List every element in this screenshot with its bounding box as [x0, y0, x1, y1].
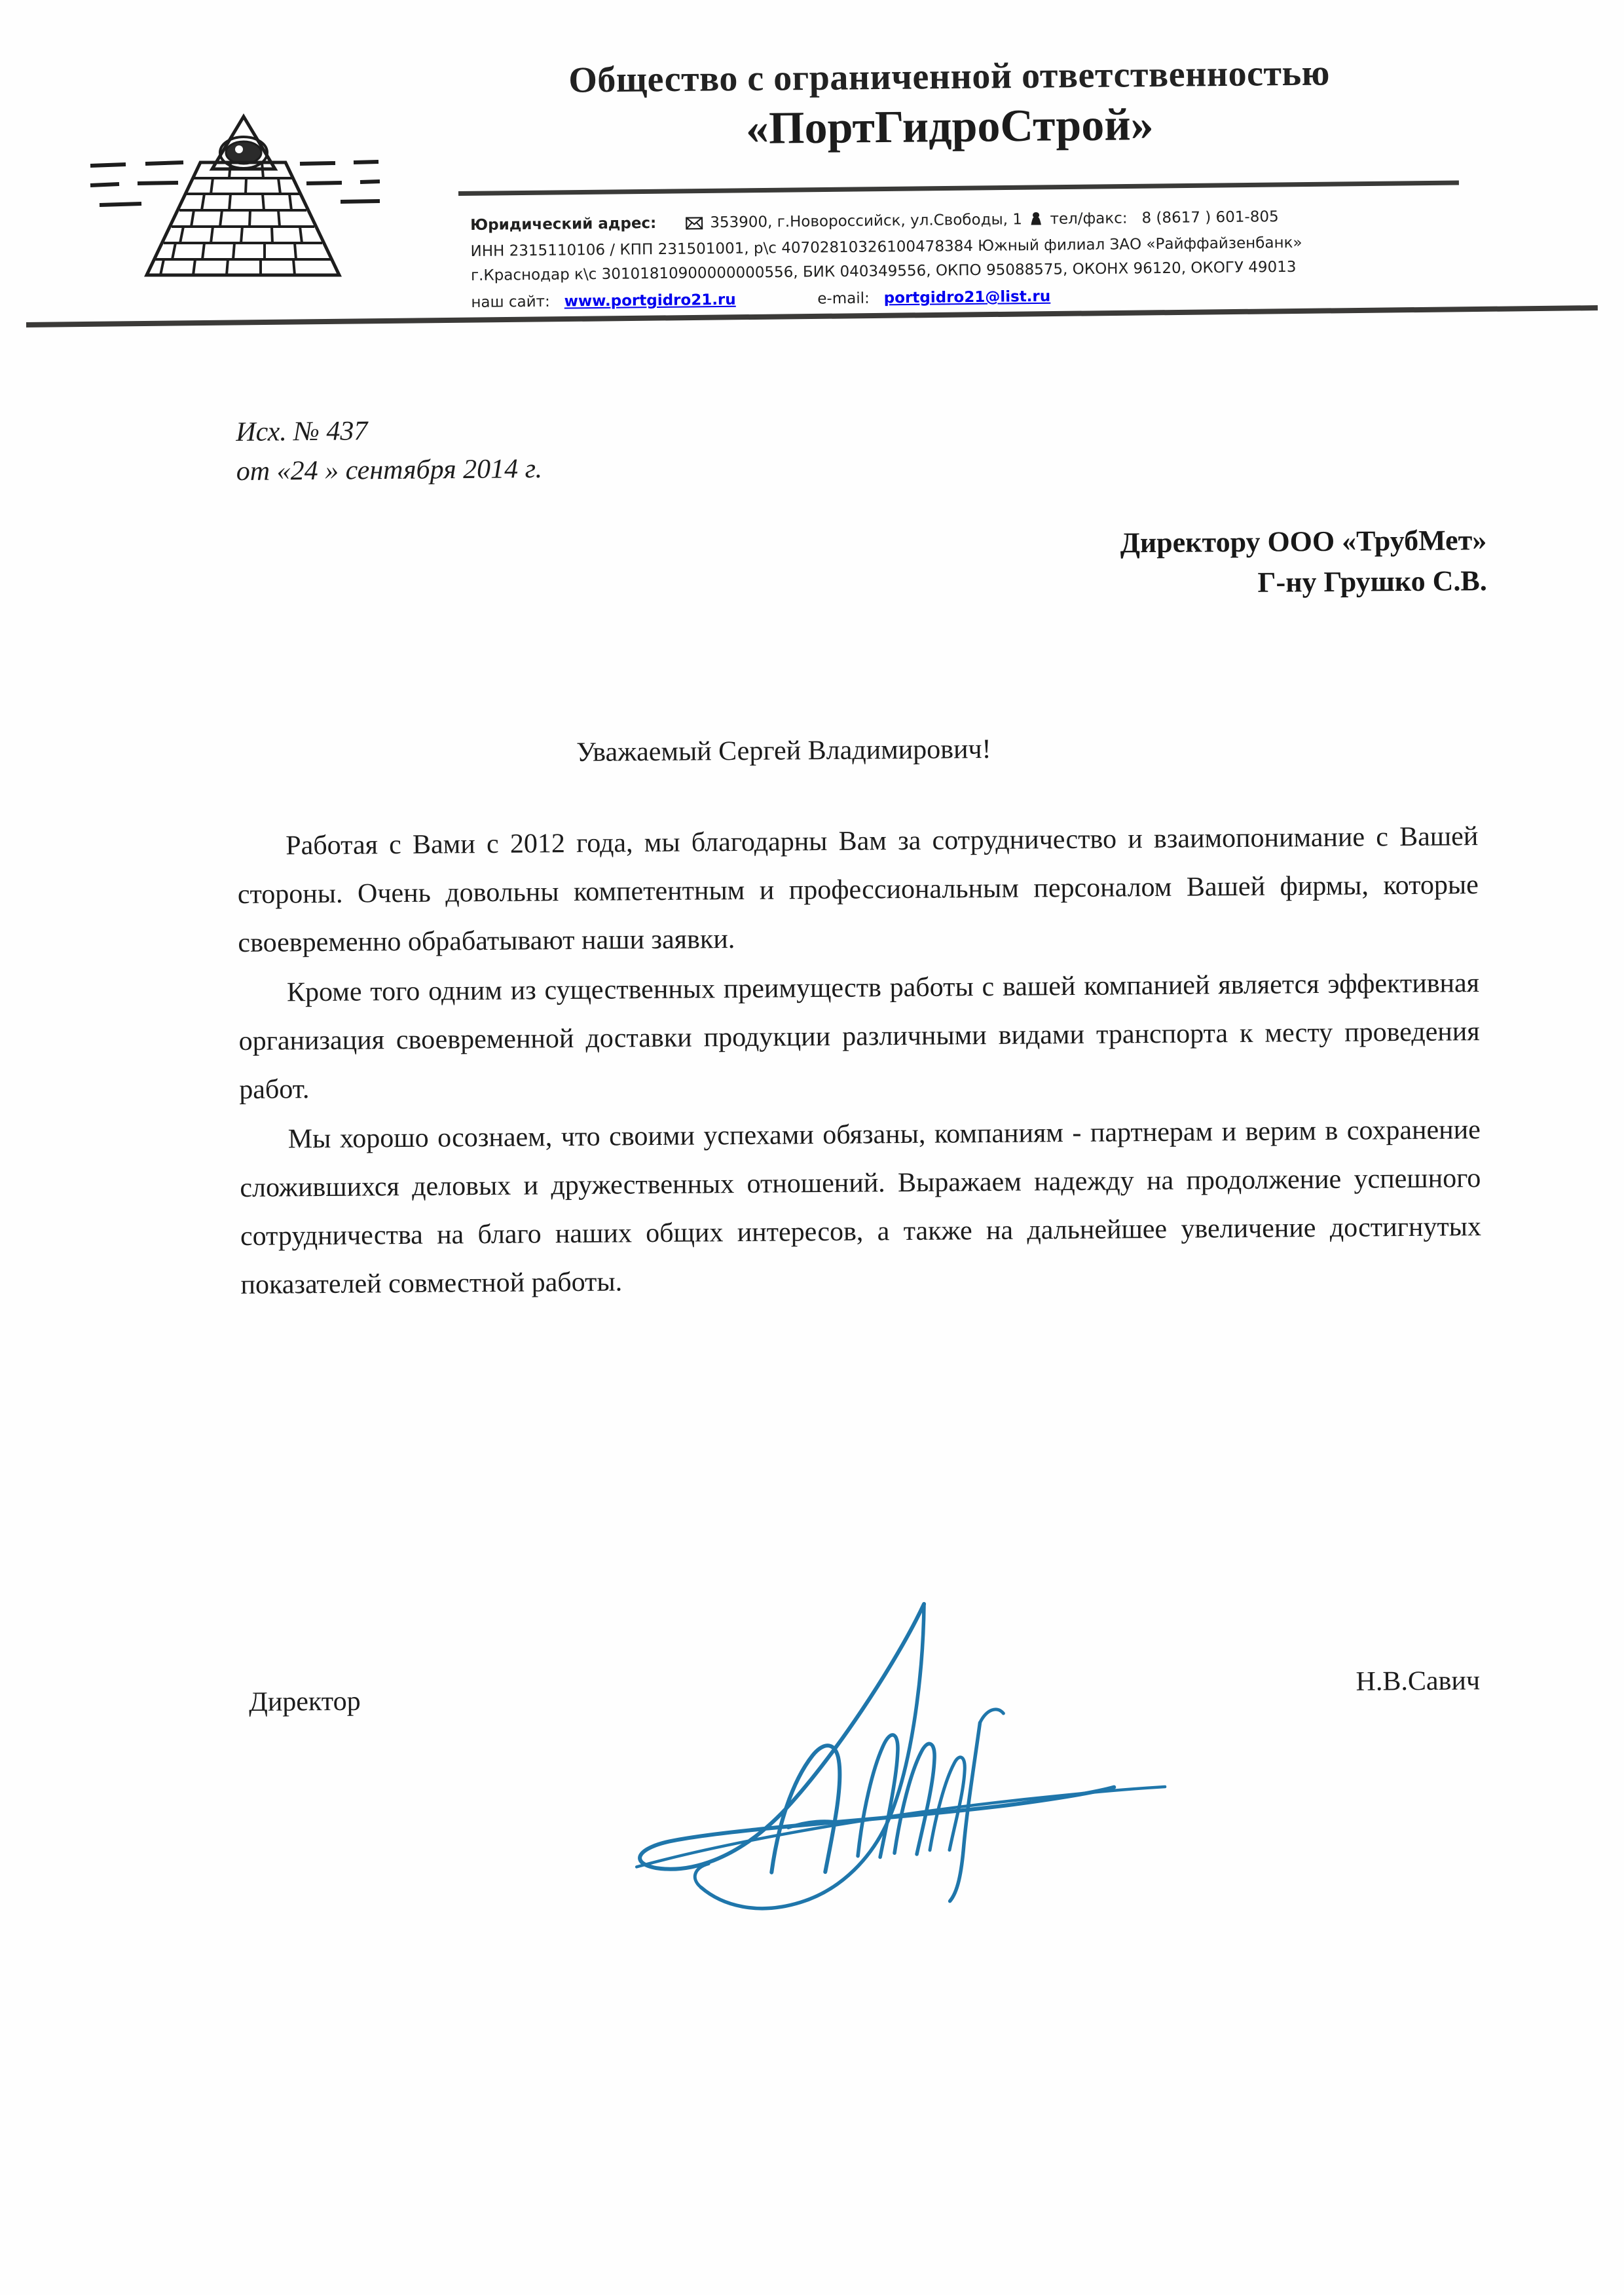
phone-label: тел/факс:: [1050, 210, 1128, 228]
salutation: Уважаемый Сергей Владимирович!: [576, 734, 991, 768]
legal-address-value: 353900, г.Новороссийск, ул.Свободы, 1: [710, 211, 1023, 232]
body-paragraph: Кроме того одним из существенных преимуществ работы с вашей компанией является эффективная организация своевременной доставки продукции различными видами транспорта к месту проведения работ.: [238, 968, 1480, 1105]
legal-address-label: Юридический адрес:: [470, 215, 657, 234]
letterhead: [0, 0, 1624, 354]
addressee-block: [989, 520, 1487, 605]
phone-value: 8 (8617 ) 601-805: [1141, 208, 1279, 227]
header-rule-upper: [458, 180, 1459, 196]
company-name: «ПортГидроСтрой»: [745, 99, 1154, 154]
requisites-line-codes: г.Краснодар к\с 30101810900000000556, БИК 040349556, ОКПО 95088575, ОКОНХ 96120, ОКОГУ 49013: [470, 258, 1297, 284]
website-link[interactable]: www.portgidro21.ru: [564, 291, 736, 310]
envelope-icon: [686, 213, 703, 237]
email-label: e-mail:: [817, 289, 870, 308]
letter-body: [237, 812, 1482, 1309]
addressee-organization: Директору ООО «ТрубМет»: [1120, 524, 1487, 559]
signatory-title: Директор: [249, 1686, 361, 1717]
addressee-person: Г-ну Грушко С.В.: [1257, 565, 1487, 599]
body-paragraph: Работая с Вами с 2012 года, мы благодарны Вам за сотрудничество и взаимопонимание с Вашей стороны. Очень довольны компетентным и профессиональным персоналом Вашей фирмы, которые своевременно обрабатывают наши заявки.: [237, 821, 1479, 958]
site-label: наш сайт:: [471, 293, 550, 311]
email-link[interactable]: portgidro21@list.ru: [883, 288, 1051, 307]
requisites-line-bank: ИНН 2315110106 / КПП 231501001, р\с 40702810326100478384 Южный филиал ЗАО «Райффайзенбанк»: [470, 234, 1302, 260]
reference-block: [236, 410, 542, 491]
company-title-block: [418, 52, 1480, 158]
letter-date: от «24 » сентября 2014 г.: [236, 453, 543, 487]
body-paragraph: Мы хорошо осознаем, что своими успехами обязаны, компаниям - партнерам и верим в сохранение сложившихся деловых и дружественных отношений. Выражаем надежду на продолжение успешного сотрудничества на благо наших общих интересов, а также на дальнейшее увеличение достигнутых показателей совместной работы.: [240, 1115, 1482, 1300]
signature-block: [249, 1666, 1481, 1717]
company-legal-form: Общество с ограниченной ответственностью: [568, 52, 1331, 101]
eye-in-triangle-pyramid-logo: [79, 79, 380, 308]
telephone-icon: [1029, 210, 1043, 234]
outgoing-number: Исх. № 437: [236, 416, 368, 447]
company-requisites: [470, 203, 1493, 315]
signatory-name: Н.В.Савич: [1356, 1666, 1481, 1697]
handwritten-signature: [615, 1561, 1168, 1933]
